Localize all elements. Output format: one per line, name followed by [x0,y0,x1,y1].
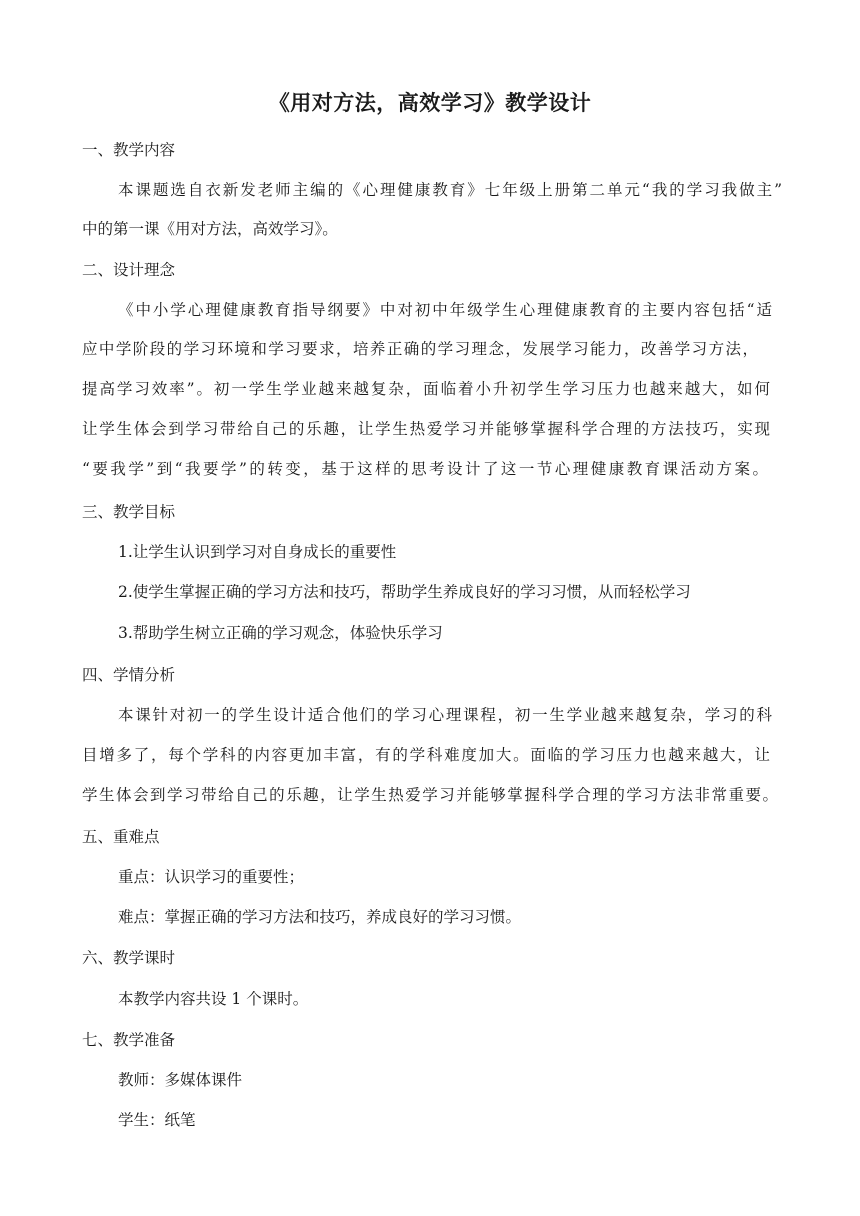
goal-item: 3.帮助学生树立正确的学习观念，体验快乐学习 [118,624,443,642]
section-heading-learning-analysis: 四、学情分析 [82,666,176,684]
section-heading-teaching-goals: 三、教学目标 [82,503,176,521]
document-title: 《用对方法，高效学习》教学设计 [268,91,592,115]
goal-item: 2.使学生掌握正确的学习方法和技巧，帮助学生养成良好的学习习惯，从而轻松学习 [118,583,691,601]
paragraph-line: “要我学”到“我要学”的转变，基于这样的思考设计了这一节心理健康教育课活动方案。 [82,460,768,478]
section-heading-design-concept: 二、设计理念 [82,261,176,279]
paragraph-line: 提高学习效率”。初一学生学业越来越复杂，面临着小升初学生学习压力也越来越大，如何 [82,380,770,398]
section-heading-class-hours: 六、教学课时 [82,949,176,967]
paragraph-line: 应中学阶段的学习环境和学习要求，培养正确的学习理念，发展学习能力，改善学习方法， [82,340,758,358]
paragraph-line: 目增多了，每个学科的内容更加丰富，有的学科难度加大。面临的学习压力也越来越大，让 [82,746,770,764]
paragraph-line: 让学生体会到学习带给自己的乐趣，让学生热爱学习并能够掌握科学合理的方法技巧，实现 [82,420,770,438]
class-hours-line: 本教学内容共设 1 个课时。 [118,990,309,1008]
student-preparation-line: 学生：纸笔 [118,1111,196,1129]
key-point-line: 重点：认识学习的重要性； [118,868,305,886]
paragraph-line: 学生体会到学习带给自己的乐趣，让学生热爱学习并能够掌握科学合理的学习方法非常重要。 [82,786,778,804]
difficult-point-line: 难点：掌握正确的学习方法和技巧，养成良好的学习习惯。 [118,908,522,926]
goal-item: 1.让学生认识到学习对自身成长的重要性 [118,543,397,561]
section-heading-preparation: 七、教学准备 [82,1031,176,1049]
paragraph-line: 《中小学心理健康教育指导纲要》中对初中年级学生心理健康教育的主要内容包括“适 [118,301,772,319]
paragraph-line: 中的第一课《用对方法，高效学习》。 [82,220,338,238]
paragraph-line: 本课针对初一的学生设计适合他们的学习心理课程，初一生学业越来越复杂，学习的科 [118,706,772,724]
paragraph-line: 本课题选自衣新发老师主编的《心理健康教育》七年级上册第二单元“我的学习我做主” [118,181,782,199]
section-heading-key-points: 五、重难点 [82,828,160,846]
section-heading-teaching-content: 一、教学内容 [82,141,176,159]
teacher-preparation-line: 教师：多媒体课件 [118,1071,243,1089]
